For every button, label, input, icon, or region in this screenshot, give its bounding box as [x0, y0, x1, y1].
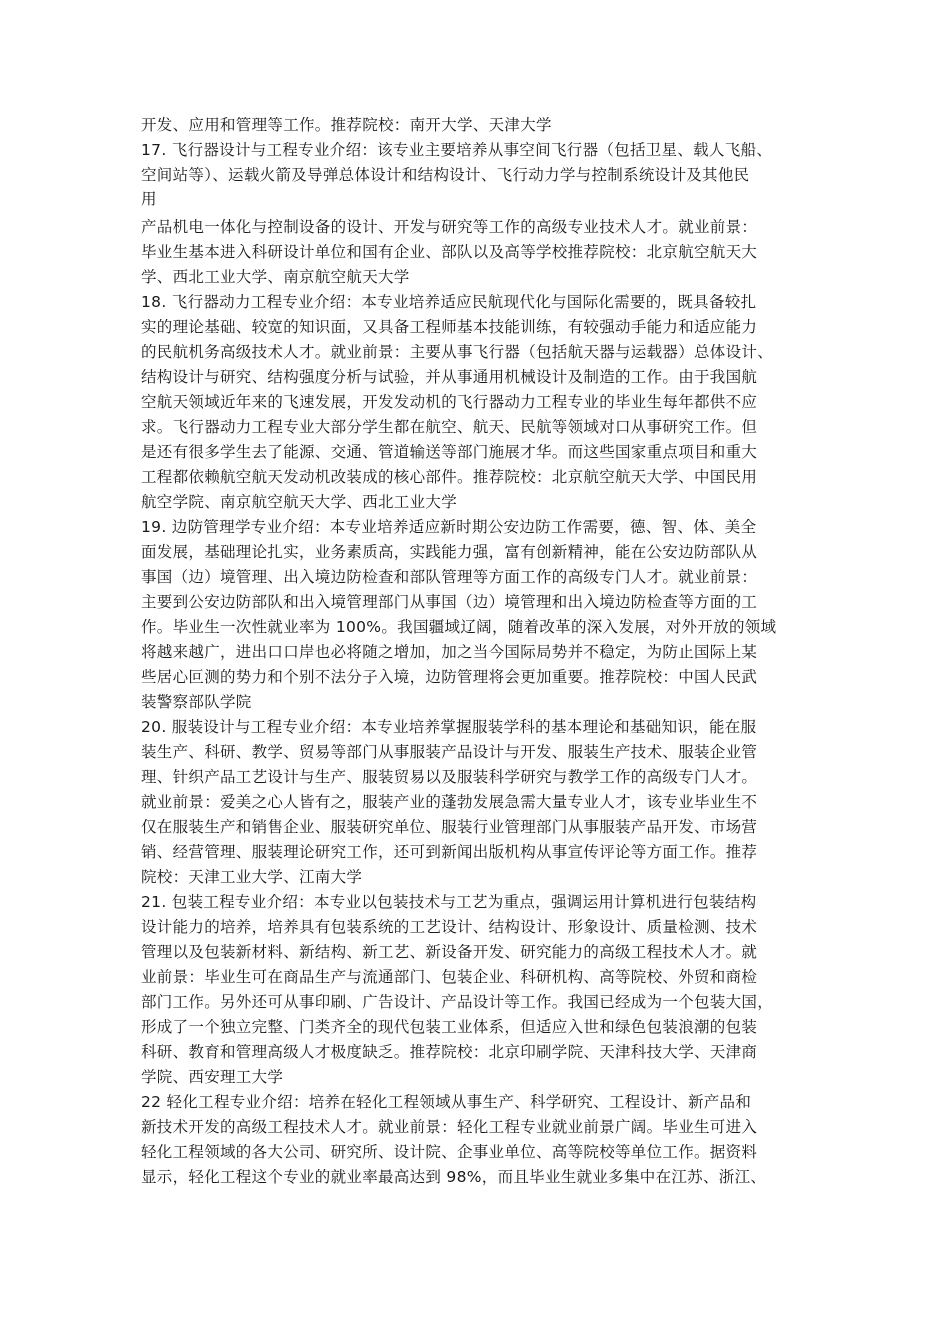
- text-line: 装生产、科研、教学、贸易等部门从事服装产品设计与开发、服装生产技术、服装企业管: [141, 743, 758, 761]
- text-line: 产品机电一体化与控制设备的设计、开发与研究等工作的高级专业技术人才。就业前景：: [141, 218, 758, 236]
- text-line: 销、经营管理、服装理论研究工作，还可到新闻出版机构从事宣传评论等方面工作。推荐: [141, 843, 758, 861]
- text-line: 主要到公安边防部队和出入境管理部门从事国（边）境管理和出入境边防检查等方面的工: [141, 593, 758, 611]
- text-line: 将越来越广，进出口口岸也必将随之增加，加之当今国际局势并不稳定，为防止国际上某: [141, 643, 758, 661]
- text-line: 些居心叵测的势力和个别不法分子入境，边防管理将会更加重要。推荐院校：中国人民武: [141, 668, 758, 686]
- text-line: 作。毕业生一次性就业率为 100%。我国疆域辽阔，随着改革的深入发展，对外开放的领域: [141, 618, 777, 636]
- text-line: 轻化工程领域的各大公司、研究所、设计院、企事业单位、高等院校等单位工作。据资料: [141, 1143, 758, 1161]
- text-line: 17. 飞行器设计与工程专业介绍：该专业主要培养从事空间飞行器（包括卫星、载人飞船、: [141, 141, 773, 159]
- text-line: 就业前景：爱美之心人皆有之，服装产业的蓬勃发展急需大量专业人才，该专业毕业生不: [141, 793, 758, 811]
- text-line: 用: [141, 190, 157, 208]
- text-line: 院校：天津工业大学、江南大学: [141, 868, 363, 886]
- text-line: 业前景：毕业生可在商品生产与流通部门、包装企业、科研机构、高等院校、外贸和商检: [141, 968, 758, 986]
- text-line: 形成了一个独立完整、门类齐全的现代包装工业体系，但适应入世和绿色包装浪潮的包装: [141, 1018, 758, 1036]
- text-line: 事国（边）境管理、出入境边防检查和部队管理等方面工作的高级专门人才。就业前景：: [141, 568, 758, 586]
- text-line: 设计能力的培养，培养具有包装系统的工艺设计、结构设计、形象设计、质量检测、技术: [141, 918, 758, 936]
- text-line: 科研、教育和管理高级人才极度缺乏。推荐院校：北京印刷学院、天津科技大学、天津商: [141, 1043, 758, 1061]
- text-line: 学院、西安理工大学: [141, 1068, 284, 1086]
- text-line: 装警察部队学院: [141, 693, 252, 711]
- text-line: 管理以及包装新材料、新结构、新工艺、新设备开发、研究能力的高级工程技术人才。就: [141, 943, 758, 961]
- text-line: 19. 边防管理学专业介绍：本专业培养适应新时期公安边防工作需要，德、智、体、美全: [141, 518, 757, 536]
- text-line: 显示，轻化工程这个专业的就业率最高达到 98%，而且毕业生就业多集中在江苏、浙江、: [141, 1168, 767, 1186]
- text-line: 开发、应用和管理等工作。推荐院校：南开大学、天津大学: [141, 116, 552, 134]
- text-line: 结构设计与研究、结构强度分析与试验，并从事通用机械设计及制造的工作。由于我国航: [141, 368, 758, 386]
- text-line: 空航天领域近年来的飞速发展，开发发动机的飞行器动力工程专业的毕业生每年都供不应: [141, 393, 758, 411]
- text-line: 航空学院、南京航空航天大学、西北工业大学: [141, 493, 458, 511]
- text-line: 求。飞行器动力工程专业大部分学生都在航空、航天、民航等领域对口从事研究工作。但: [141, 418, 758, 436]
- text-line: 面发展，基础理论扎实，业务素质高，实践能力强，富有创新精神，能在公安边防部队从: [141, 543, 758, 561]
- text-line: 18. 飞行器动力工程专业介绍：本专业培养适应民航现代化与国际化需要的，既具备较扎: [141, 293, 757, 311]
- text-line: 学、西北工业大学、南京航空航天大学: [141, 268, 410, 286]
- text-line: 实的理论基础、较宽的知识面，又具备工程师基本技能训练，有较强动手能力和适应能力: [141, 318, 758, 336]
- text-line: 22 轻化工程专业介绍：培养在轻化工程领域从事生产、科学研究、工程设计、新产品和: [141, 1093, 752, 1111]
- text-line: 工程都依赖航空航天发动机改装成的核心部件。推荐院校：北京航空航天大学、中国民用: [141, 468, 758, 486]
- text-line: 20. 服装设计与工程专业介绍：本专业培养掌握服装学科的基本理论和基础知识，能在服: [141, 718, 757, 736]
- text-line: 新技术开发的高级工程技术人才。就业前景：轻化工程专业就业前景广阔。毕业生可进入: [141, 1118, 758, 1136]
- text-line: 21. 包装工程专业介绍：本专业以包装技术与工艺为重点，强调运用计算机进行包装结构: [141, 893, 757, 911]
- text-line: 的民航机务高级技术人才。就业前景：主要从事飞行器（包括航天器与运载器）总体设计、: [141, 343, 774, 361]
- text-line: 空间站等）、运载火箭及导弹总体设计和结构设计、飞行动力学与控制系统设计及其他民: [141, 166, 750, 184]
- text-line: 部门工作。另外还可从事印刷、广告设计、产品设计等工作。我国已经成为一个包装大国，: [141, 993, 774, 1011]
- text-line: 理、针织产品工艺设计与生产、服装贸易以及服装科学研究与教学工作的高级专门人才。: [141, 768, 758, 786]
- text-line: 毕业生基本进入科研设计单位和国有企业、部队以及高等学校推荐院校：北京航空航天大: [141, 243, 758, 261]
- text-line: 仅在服装生产和销售企业、服装研究单位、服装行业管理部门从事服装产品开发、市场营: [141, 818, 758, 836]
- text-line: 是还有很多学生去了能源、交通、管道输送等部门施展才华。而这些国家重点项目和重大: [141, 443, 758, 461]
